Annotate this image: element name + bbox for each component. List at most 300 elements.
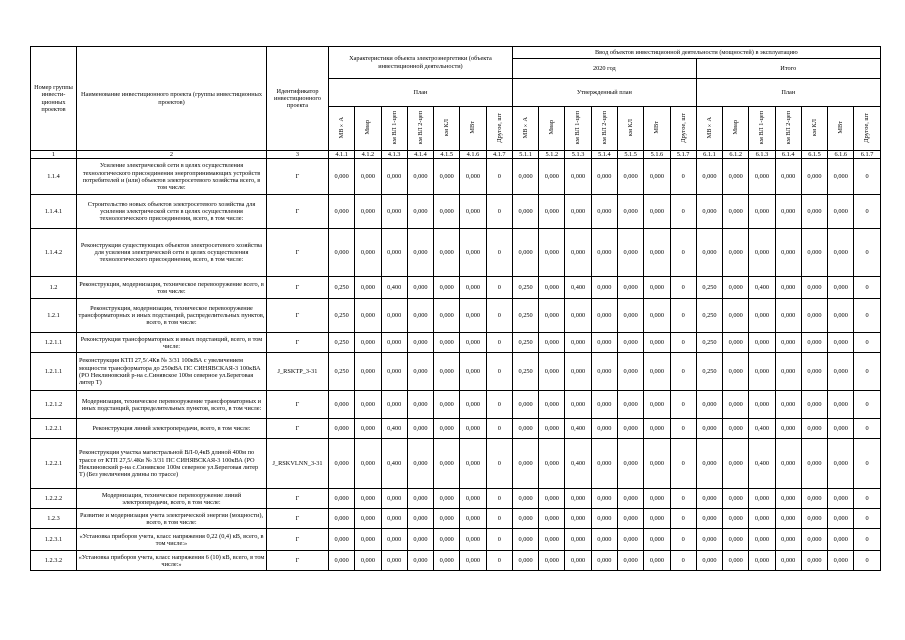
- row-value: 0,000: [539, 439, 565, 489]
- row-value: 0,000: [460, 529, 486, 551]
- row-value: 0,000: [644, 333, 670, 353]
- row-value: 0: [486, 551, 512, 571]
- row-value: 0,000: [355, 353, 381, 391]
- row-value: 0,000: [407, 509, 433, 529]
- row-value: 0,000: [618, 529, 644, 551]
- row-value: 0: [486, 439, 512, 489]
- header-commissioning: Ввод объектов инвестиционной деятельности (мощностей) в эксплуатацию: [512, 47, 880, 59]
- row-value: 0,000: [565, 159, 591, 195]
- row-value: 0,000: [644, 299, 670, 333]
- row-value: 0: [854, 353, 880, 391]
- row-value: 0,000: [696, 391, 722, 419]
- row-value: 0,250: [696, 353, 722, 391]
- row-value: 0: [486, 277, 512, 299]
- row-project-id: J_RSKVLNN_3-31: [267, 439, 329, 489]
- row-value: 0: [486, 299, 512, 333]
- row-value: 0,000: [644, 277, 670, 299]
- unit-header: [644, 107, 670, 151]
- row-project-id: J_RSKTP_3-31: [267, 353, 329, 391]
- row-project-name: Реконструкция участка магистральной ВЛ-0,4кВ длиной 400м по трассе от КТП 27,5/.4Кв № 3/31 ПС СИНЯВСКАЯ-3 100кВА (РО Неклиновский р-на с.Синявское 100м северное ул.Береговая литер Т) (Без увеличения длины по трассе): [77, 439, 267, 489]
- row-value: 0,000: [828, 509, 854, 529]
- row-value: 0,000: [591, 509, 617, 529]
- row-value: 0: [670, 419, 696, 439]
- row-value: 0,000: [460, 509, 486, 529]
- row-value: 0,250: [329, 299, 355, 333]
- row-value: 0,000: [644, 439, 670, 489]
- column-number: 6.1.1: [696, 151, 722, 159]
- row-value: 0,000: [828, 439, 854, 489]
- column-number: 5.1.5: [618, 151, 644, 159]
- row-value: 0,000: [434, 419, 460, 439]
- row-value: 0: [670, 195, 696, 229]
- row-value: 0: [486, 159, 512, 195]
- unit-header-label: км ВЛ 1-цеп: [390, 110, 398, 144]
- row-value: 0,000: [512, 229, 538, 277]
- row-value: 0: [854, 419, 880, 439]
- row-value: 0,000: [801, 353, 827, 391]
- row-value: 0: [670, 277, 696, 299]
- row-value: 0: [486, 353, 512, 391]
- row-value: 0,000: [749, 195, 775, 229]
- row-value: 0,000: [512, 529, 538, 551]
- column-number: 5.1.7: [670, 151, 696, 159]
- row-value: 0,000: [539, 489, 565, 509]
- row-value: 0,000: [696, 195, 722, 229]
- column-number: 6.1.6: [828, 151, 854, 159]
- row-value: 0,000: [644, 159, 670, 195]
- row-value: 0,000: [828, 419, 854, 439]
- unit-header: [434, 107, 460, 151]
- row-value: 0,250: [512, 277, 538, 299]
- row-value: 0,250: [512, 353, 538, 391]
- row-value: 0,000: [828, 159, 854, 195]
- row-value: 0,000: [539, 333, 565, 353]
- row-value: 0,000: [407, 333, 433, 353]
- row-value: 0,000: [801, 333, 827, 353]
- unit-header: [355, 107, 381, 151]
- row-value: 0,000: [644, 489, 670, 509]
- row-value: 0,000: [618, 333, 644, 353]
- table-row: [31, 419, 881, 439]
- row-value: 0,000: [381, 551, 407, 571]
- row-value: 0,000: [801, 529, 827, 551]
- unit-header-label: МВ×А: [338, 116, 346, 139]
- row-value: 0,000: [591, 229, 617, 277]
- row-value: 0,000: [460, 353, 486, 391]
- row-value: 0,000: [329, 159, 355, 195]
- row-value: 0,000: [434, 333, 460, 353]
- column-number: 3: [267, 151, 329, 159]
- row-value: 0,000: [512, 439, 538, 489]
- table-row: [31, 229, 881, 277]
- row-value: 0: [486, 229, 512, 277]
- row-value: 0,000: [434, 509, 460, 529]
- row-value: 0,000: [749, 353, 775, 391]
- row-value: 0,000: [801, 299, 827, 333]
- column-number: 4.1.5: [434, 151, 460, 159]
- row-value: 0,000: [565, 551, 591, 571]
- row-value: 0,000: [618, 419, 644, 439]
- unit-header: [460, 107, 486, 151]
- header-group-number: Номер группы инвести-ционных проектов: [31, 47, 77, 151]
- row-value: 0,000: [434, 229, 460, 277]
- row-value: 0,000: [460, 489, 486, 509]
- row-value: 0,000: [381, 529, 407, 551]
- row-value: 0: [670, 333, 696, 353]
- row-value: 0,000: [696, 419, 722, 439]
- column-number: 6.1.3: [749, 151, 775, 159]
- row-value: 0,000: [381, 299, 407, 333]
- row-value: 0,000: [407, 391, 433, 419]
- row-value: 0,000: [644, 509, 670, 529]
- row-value: 0,000: [329, 439, 355, 489]
- unit-header-label: Другое, шт: [863, 112, 871, 143]
- column-number: 5.1.4: [591, 151, 617, 159]
- row-value: 0,000: [775, 419, 801, 439]
- row-value: 0,000: [591, 439, 617, 489]
- row-project-id: Г: [267, 277, 329, 299]
- row-value: 0,250: [696, 333, 722, 353]
- column-number: 4.1.7: [486, 151, 512, 159]
- column-number: 6.1.2: [723, 151, 749, 159]
- row-value: 0,000: [434, 195, 460, 229]
- row-value: 0,000: [644, 229, 670, 277]
- row-project-name: Модернизация, техническое перевооружение трансформаторных и иных подстанций, распределительных пунктов, всего, в том числе:: [77, 391, 267, 419]
- column-number: 6.1.4: [775, 151, 801, 159]
- row-value: 0,000: [618, 489, 644, 509]
- row-value: 0,000: [828, 391, 854, 419]
- row-value: 0,000: [434, 551, 460, 571]
- row-value: 0,000: [749, 551, 775, 571]
- row-value: 0,000: [723, 439, 749, 489]
- row-project-id: Г: [267, 391, 329, 419]
- row-value: 0,000: [434, 529, 460, 551]
- row-value: 0,000: [434, 353, 460, 391]
- row-number: 1.2.1: [31, 299, 77, 333]
- row-value: 0,000: [355, 299, 381, 333]
- row-value: 0,000: [723, 391, 749, 419]
- row-value: 0,000: [801, 509, 827, 529]
- row-value: 0,000: [355, 333, 381, 353]
- row-value: 0,000: [723, 353, 749, 391]
- row-value: 0,000: [828, 277, 854, 299]
- row-value: 0,000: [381, 489, 407, 509]
- row-value: 0,400: [381, 277, 407, 299]
- row-value: 0,000: [512, 159, 538, 195]
- unit-header-label: МВ×А: [521, 116, 529, 139]
- row-value: 0,000: [512, 551, 538, 571]
- row-project-id: Г: [267, 299, 329, 333]
- row-value: 0,000: [407, 229, 433, 277]
- row-value: 0,000: [565, 229, 591, 277]
- row-value: 0: [854, 299, 880, 333]
- unit-header-label: км КЛ: [627, 118, 635, 136]
- row-value: 0,000: [512, 419, 538, 439]
- row-value: 0,000: [539, 277, 565, 299]
- row-value: 0,000: [723, 195, 749, 229]
- row-value: 0: [486, 391, 512, 419]
- row-value: 0,000: [329, 551, 355, 571]
- row-number: 1.2.1.2: [31, 391, 77, 419]
- row-value: 0: [854, 229, 880, 277]
- row-value: 0,000: [434, 299, 460, 333]
- table-row: [31, 509, 881, 529]
- row-value: 0,000: [329, 391, 355, 419]
- row-project-name: Реконструкция, модернизация, техническое перевооружение трансформаторных и иных подстанций, распределительных пунктов, всего, в том числе:: [77, 299, 267, 333]
- column-number: 4.1.1: [329, 151, 355, 159]
- row-value: 0,000: [696, 439, 722, 489]
- row-value: 0,000: [591, 277, 617, 299]
- row-project-name: Реконструкция трансформаторных и иных подстанций, всего, в том числе:: [77, 333, 267, 353]
- row-value: 0,000: [618, 353, 644, 391]
- row-value: 0,000: [539, 419, 565, 439]
- row-value: 0,000: [801, 391, 827, 419]
- row-value: 0,000: [407, 489, 433, 509]
- row-value: 0,000: [512, 195, 538, 229]
- row-value: 0,400: [381, 439, 407, 489]
- table-row: [31, 159, 881, 195]
- row-value: 0,400: [749, 419, 775, 439]
- row-value: 0,000: [355, 529, 381, 551]
- row-value: 0,000: [407, 529, 433, 551]
- row-value: 0,250: [512, 299, 538, 333]
- row-value: 0,000: [801, 551, 827, 571]
- row-project-id: Г: [267, 419, 329, 439]
- unit-header-label: Мвар: [364, 120, 372, 135]
- row-number: 1.2: [31, 277, 77, 299]
- header-approved-plan: Утвержденный план: [512, 79, 696, 107]
- row-value: 0,000: [565, 353, 591, 391]
- row-value: 0,000: [355, 229, 381, 277]
- row-value: 0,000: [723, 277, 749, 299]
- unit-header-label: км ВЛ 1-цеп: [574, 110, 582, 144]
- table-row: [31, 439, 881, 489]
- header-project-id: Идентификатор инвестиционного проекта: [267, 47, 329, 151]
- table-body: [31, 159, 881, 571]
- row-value: 0,000: [775, 509, 801, 529]
- row-value: 0,000: [723, 489, 749, 509]
- row-value: 0,000: [723, 509, 749, 529]
- row-project-id: Г: [267, 195, 329, 229]
- row-number: 1.1.4.2: [31, 229, 77, 277]
- row-value: 0,000: [565, 195, 591, 229]
- row-value: 0,000: [381, 195, 407, 229]
- row-value: 0,000: [591, 419, 617, 439]
- row-value: 0,000: [434, 277, 460, 299]
- row-value: 0,000: [644, 391, 670, 419]
- table-row: [31, 333, 881, 353]
- column-number: 4.1.6: [460, 151, 486, 159]
- unit-header: [565, 107, 591, 151]
- row-project-name: «Установка приборов учета, класс напряжения 6 (10) кВ, всего, в том числе:»: [77, 551, 267, 571]
- row-value: 0,000: [355, 439, 381, 489]
- row-number: 1.2.2.2: [31, 489, 77, 509]
- header-characteristics: Характеристики объекта электроэнергетики (объекта инвестиционной деятельности): [329, 47, 513, 79]
- row-value: 0,000: [591, 195, 617, 229]
- row-value: 0,000: [591, 159, 617, 195]
- column-number-row: [31, 151, 881, 159]
- unit-header: [512, 107, 538, 151]
- row-value: 0,000: [434, 391, 460, 419]
- unit-header-label: Мвар: [548, 120, 556, 135]
- row-value: 0,000: [565, 299, 591, 333]
- unit-header: [381, 107, 407, 151]
- row-project-name: «Установка приборов учета, класс напряжения 0,22 (0,4) кВ, всего, в том числе:»: [77, 529, 267, 551]
- row-value: 0,000: [565, 333, 591, 353]
- row-value: 0,000: [539, 299, 565, 333]
- row-value: 0,400: [749, 439, 775, 489]
- row-value: 0,000: [460, 277, 486, 299]
- row-value: 0,000: [775, 391, 801, 419]
- header-plan-total: План: [696, 79, 880, 107]
- row-value: 0: [854, 489, 880, 509]
- header-year: 2020 год: [512, 59, 696, 79]
- table-row: [31, 353, 881, 391]
- row-value: 0,000: [407, 551, 433, 571]
- row-value: 0: [670, 489, 696, 509]
- row-value: 0,000: [591, 353, 617, 391]
- row-number: 1.2.1.1: [31, 333, 77, 353]
- row-value: 0,250: [329, 277, 355, 299]
- row-value: 0,000: [460, 333, 486, 353]
- row-value: 0,000: [460, 159, 486, 195]
- row-value: 0,000: [434, 159, 460, 195]
- row-value: 0: [670, 229, 696, 277]
- row-value: 0,000: [749, 391, 775, 419]
- row-value: 0,000: [644, 529, 670, 551]
- table-row: [31, 299, 881, 333]
- row-value: 0,000: [749, 159, 775, 195]
- row-value: 0,000: [801, 159, 827, 195]
- row-value: 0,000: [801, 229, 827, 277]
- unit-header: [618, 107, 644, 151]
- row-value: 0,000: [618, 195, 644, 229]
- row-value: 0,000: [407, 439, 433, 489]
- unit-header-label: МВт: [653, 121, 661, 134]
- row-value: 0,000: [801, 277, 827, 299]
- row-value: 0,000: [539, 195, 565, 229]
- row-value: 0: [854, 551, 880, 571]
- row-value: 0,000: [591, 551, 617, 571]
- row-project-name: Реконструкция, модернизация, техническое перевооружение всего, в том числе:: [77, 277, 267, 299]
- unit-header: [486, 107, 512, 151]
- row-value: 0,000: [644, 419, 670, 439]
- row-value: 0,000: [591, 529, 617, 551]
- row-value: 0,000: [539, 353, 565, 391]
- unit-header: [749, 107, 775, 151]
- row-value: 0,250: [329, 353, 355, 391]
- row-value: 0,000: [539, 551, 565, 571]
- row-value: 0,000: [618, 277, 644, 299]
- unit-header: [670, 107, 696, 151]
- row-value: 0,000: [775, 195, 801, 229]
- row-value: 0: [670, 353, 696, 391]
- row-value: 0: [486, 419, 512, 439]
- row-value: 0,000: [381, 391, 407, 419]
- row-value: 0,000: [775, 353, 801, 391]
- row-value: 0,000: [828, 333, 854, 353]
- table-row: [31, 195, 881, 229]
- unit-header-label: МВт: [469, 121, 477, 134]
- row-project-id: Г: [267, 229, 329, 277]
- row-value: 0,000: [723, 551, 749, 571]
- unit-header-label: МВт: [837, 121, 845, 134]
- row-value: 0,400: [381, 419, 407, 439]
- row-value: 0,000: [407, 353, 433, 391]
- unit-header-label: Другое, шт: [679, 112, 687, 143]
- row-value: 0,000: [355, 195, 381, 229]
- column-number: 4.1.3: [381, 151, 407, 159]
- row-value: 0,000: [723, 299, 749, 333]
- row-value: 0,000: [565, 529, 591, 551]
- row-value: 0,000: [381, 159, 407, 195]
- unit-header: [329, 107, 355, 151]
- row-value: 0: [854, 333, 880, 353]
- row-value: 0,000: [460, 439, 486, 489]
- row-value: 0,000: [723, 229, 749, 277]
- column-number: 5.1.2: [539, 151, 565, 159]
- row-project-name: Реконструкция существующих объектов электросетевого хозяйства для усиления электрической сети в целях осуществления технологического присоединения, всего, в том числе:: [77, 229, 267, 277]
- row-project-id: Г: [267, 529, 329, 551]
- row-value: 0,000: [618, 509, 644, 529]
- row-value: 0: [670, 551, 696, 571]
- row-value: 0: [854, 195, 880, 229]
- row-value: 0,000: [355, 277, 381, 299]
- row-value: 0,000: [749, 529, 775, 551]
- row-value: 0: [670, 529, 696, 551]
- row-value: 0,000: [565, 509, 591, 529]
- row-value: 0,000: [512, 391, 538, 419]
- row-value: 0,250: [696, 299, 722, 333]
- row-value: 0,000: [828, 353, 854, 391]
- row-value: 0: [670, 159, 696, 195]
- row-value: 0,000: [591, 391, 617, 419]
- row-project-name: Усиление электрической сети в целях осуществления технологического присоединения энергопринимающих устройств потребителей и (или) объектов электросетевого хозяйства всего, в том числе:: [77, 159, 267, 195]
- row-value: 0,000: [828, 551, 854, 571]
- row-value: 0,000: [696, 159, 722, 195]
- row-value: 0,000: [381, 229, 407, 277]
- column-number: 4.1.4: [407, 151, 433, 159]
- row-value: 0,000: [329, 489, 355, 509]
- row-value: 0,000: [355, 489, 381, 509]
- row-project-id: Г: [267, 551, 329, 571]
- row-value: 0,000: [355, 551, 381, 571]
- row-value: 0,000: [828, 489, 854, 509]
- row-value: 0,000: [775, 551, 801, 571]
- row-value: 0,000: [591, 333, 617, 353]
- row-value: 0,000: [355, 159, 381, 195]
- row-value: 0,000: [381, 333, 407, 353]
- row-value: 0,000: [329, 229, 355, 277]
- column-number: 1: [31, 151, 77, 159]
- unit-header-label: км КЛ: [810, 118, 818, 136]
- row-value: 0,000: [828, 195, 854, 229]
- row-project-name: Реконструкция линий электропередачи, всего, в том числе:: [77, 419, 267, 439]
- row-value: 0,000: [539, 229, 565, 277]
- row-value: 0,000: [696, 229, 722, 277]
- row-value: 0,400: [565, 277, 591, 299]
- row-value: 0,000: [801, 489, 827, 509]
- row-value: 0: [486, 195, 512, 229]
- row-value: 0,000: [539, 509, 565, 529]
- row-value: 0,250: [512, 333, 538, 353]
- row-value: 0,000: [801, 195, 827, 229]
- row-value: 0,000: [565, 489, 591, 509]
- row-value: 0,000: [618, 551, 644, 571]
- row-value: 0,000: [749, 509, 775, 529]
- unit-header-label: км КЛ: [443, 118, 451, 136]
- row-value: 0: [486, 529, 512, 551]
